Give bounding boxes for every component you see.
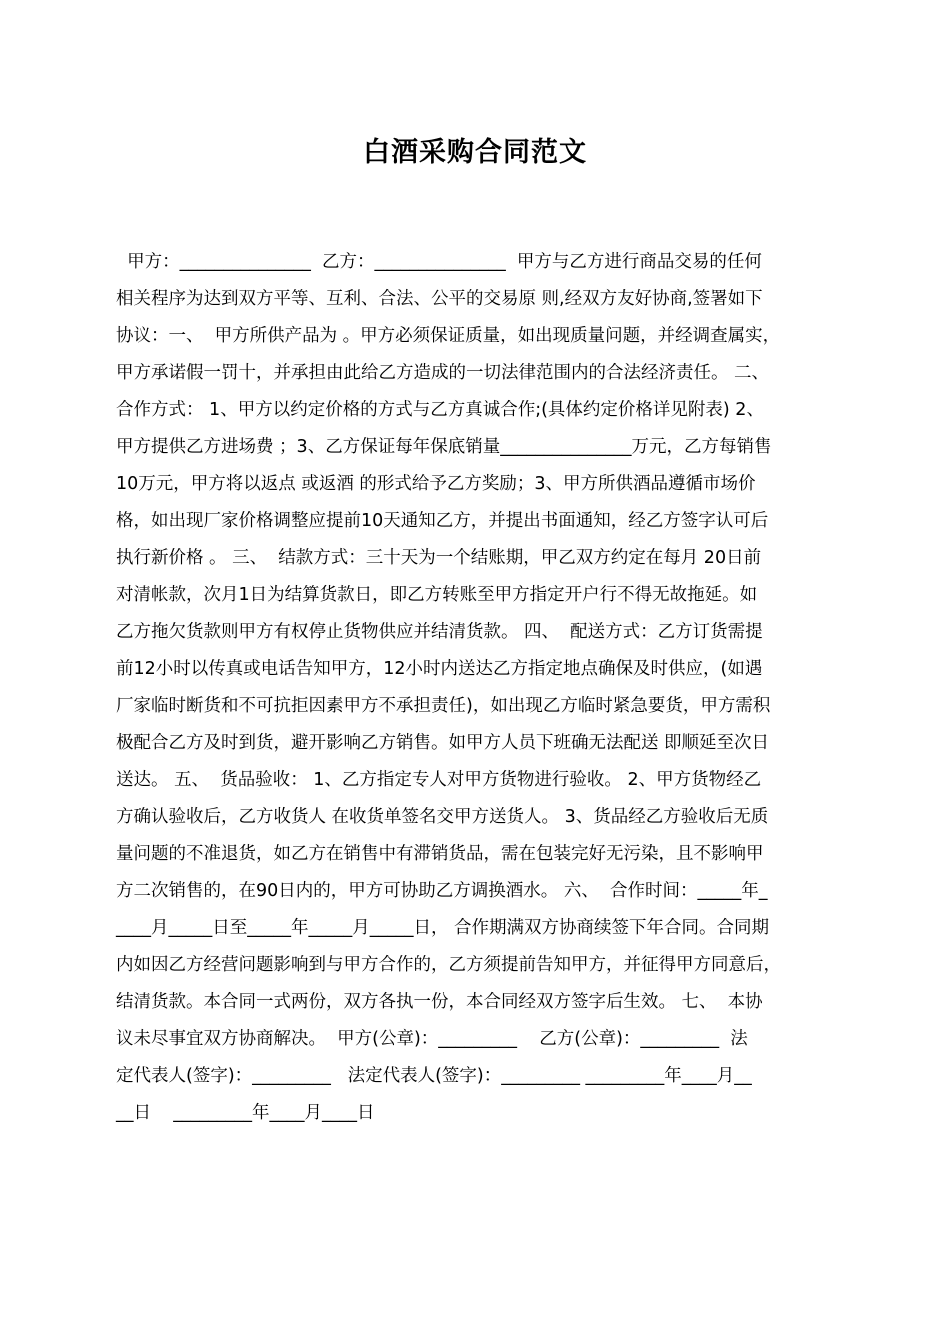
body-line: 定代表人(签字)：_________ 法定代表人(签字)：_________ _________年____月__ [116,1066,752,1086]
body-line: 极配合乙方及时到货，避开影响乙方销售。如甲方人员下班确无法配送 即顺延至次日 [116,733,770,753]
body-line: 10万元，甲方将以返点 或返酒 的形式给予乙方奖励；3、甲方所供酒品遵循市场价 [116,474,756,494]
document-title: 白酒采购合同范文 [363,137,587,168]
contract-body [116,244,846,1132]
body-line: 格，如出现厂家价格调整应提前10天通知乙方，并提出书面通知，经乙方签字认可后 [116,511,769,531]
body-line: 议未尽事宜双方协商解决。 甲方(公章)：_________ 乙方(公章)：_________ 法 [116,1029,748,1049]
body-line: 乙方拖欠货款则甲方有权停止货物供应并结清货款。 四、 配送方式：乙方订货需提 [116,622,763,642]
body-line: 相关程序为达到双方平等、互利、合法、公平的交易原 则,经双方友好协商,签署如下 [116,289,763,309]
body-line: 结清货款。本合同一式两份，双方各执一份，本合同经双方签字后生效。 七、 本协 [116,992,763,1012]
body-line: __日 _________年____月____日 [116,1103,375,1123]
body-line: 对清帐款，次月1日为结算货款日，即乙方转账至甲方指定开户行不得无故拖延。如 [116,585,758,605]
body-line: 甲方：_______________ 乙方：_______________ 甲方与乙方进行商品交易的任何 [116,252,762,272]
body-line: 厂家临时断货和不可抗拒因素甲方不承担责任)，如出现乙方临时紧急要货，甲方需积 [116,696,771,716]
body-line: 前12小时以传真或电话告知甲方，12小时内送达乙方指定地点确保及时供应，(如遇 [116,659,763,679]
body-line: 方二次销售的，在90日内的，甲方可协助乙方调换酒水。 六、 合作时间：_____年_ [116,881,768,901]
body-line: 量问题的不准退货，如乙方在销售中有滞销货品，需在包装完好无污染，且不影响甲 [116,844,764,864]
body-line: 协议：一、 甲方所供产品为 。甲方必须保证质量，如出现质量问题，并经调查属实， [116,326,781,346]
body-line: 送达。 五、 货品验收： 1、乙方指定专人对甲方货物进行验收。 2、甲方货物经乙 [116,770,762,790]
body-line: 甲方承诺假一罚十，并承担由此给乙方造成的一切法律范围内的合法经济责任。 二、 [116,363,770,383]
body-line: 内如因乙方经营问题影响到与甲方合作的，乙方须提前告知甲方，并征得甲方同意后， [116,955,781,975]
body-line: 合作方式： 1、甲方以约定价格的方式与乙方真诚合作;(具体约定价格详见附表) 2、 [116,400,764,420]
body-line: 甲方提供乙方进场费 ；3、乙方保证每年保底销量_______________万元，乙方每销售 [116,437,772,457]
body-line: ____月_____日至_____年_____月_____日， 合作期满双方协商续签下年合同。合同期 [116,918,770,938]
body-line: 方确认验收后，乙方收货人 在收货单签名交甲方送货人。 3、货品经乙方验收后无质 [116,807,769,827]
body-line: 执行新价格 。 三、 结款方式：三十天为一个结账期，甲乙双方约定在每月 20日前 [116,548,762,568]
